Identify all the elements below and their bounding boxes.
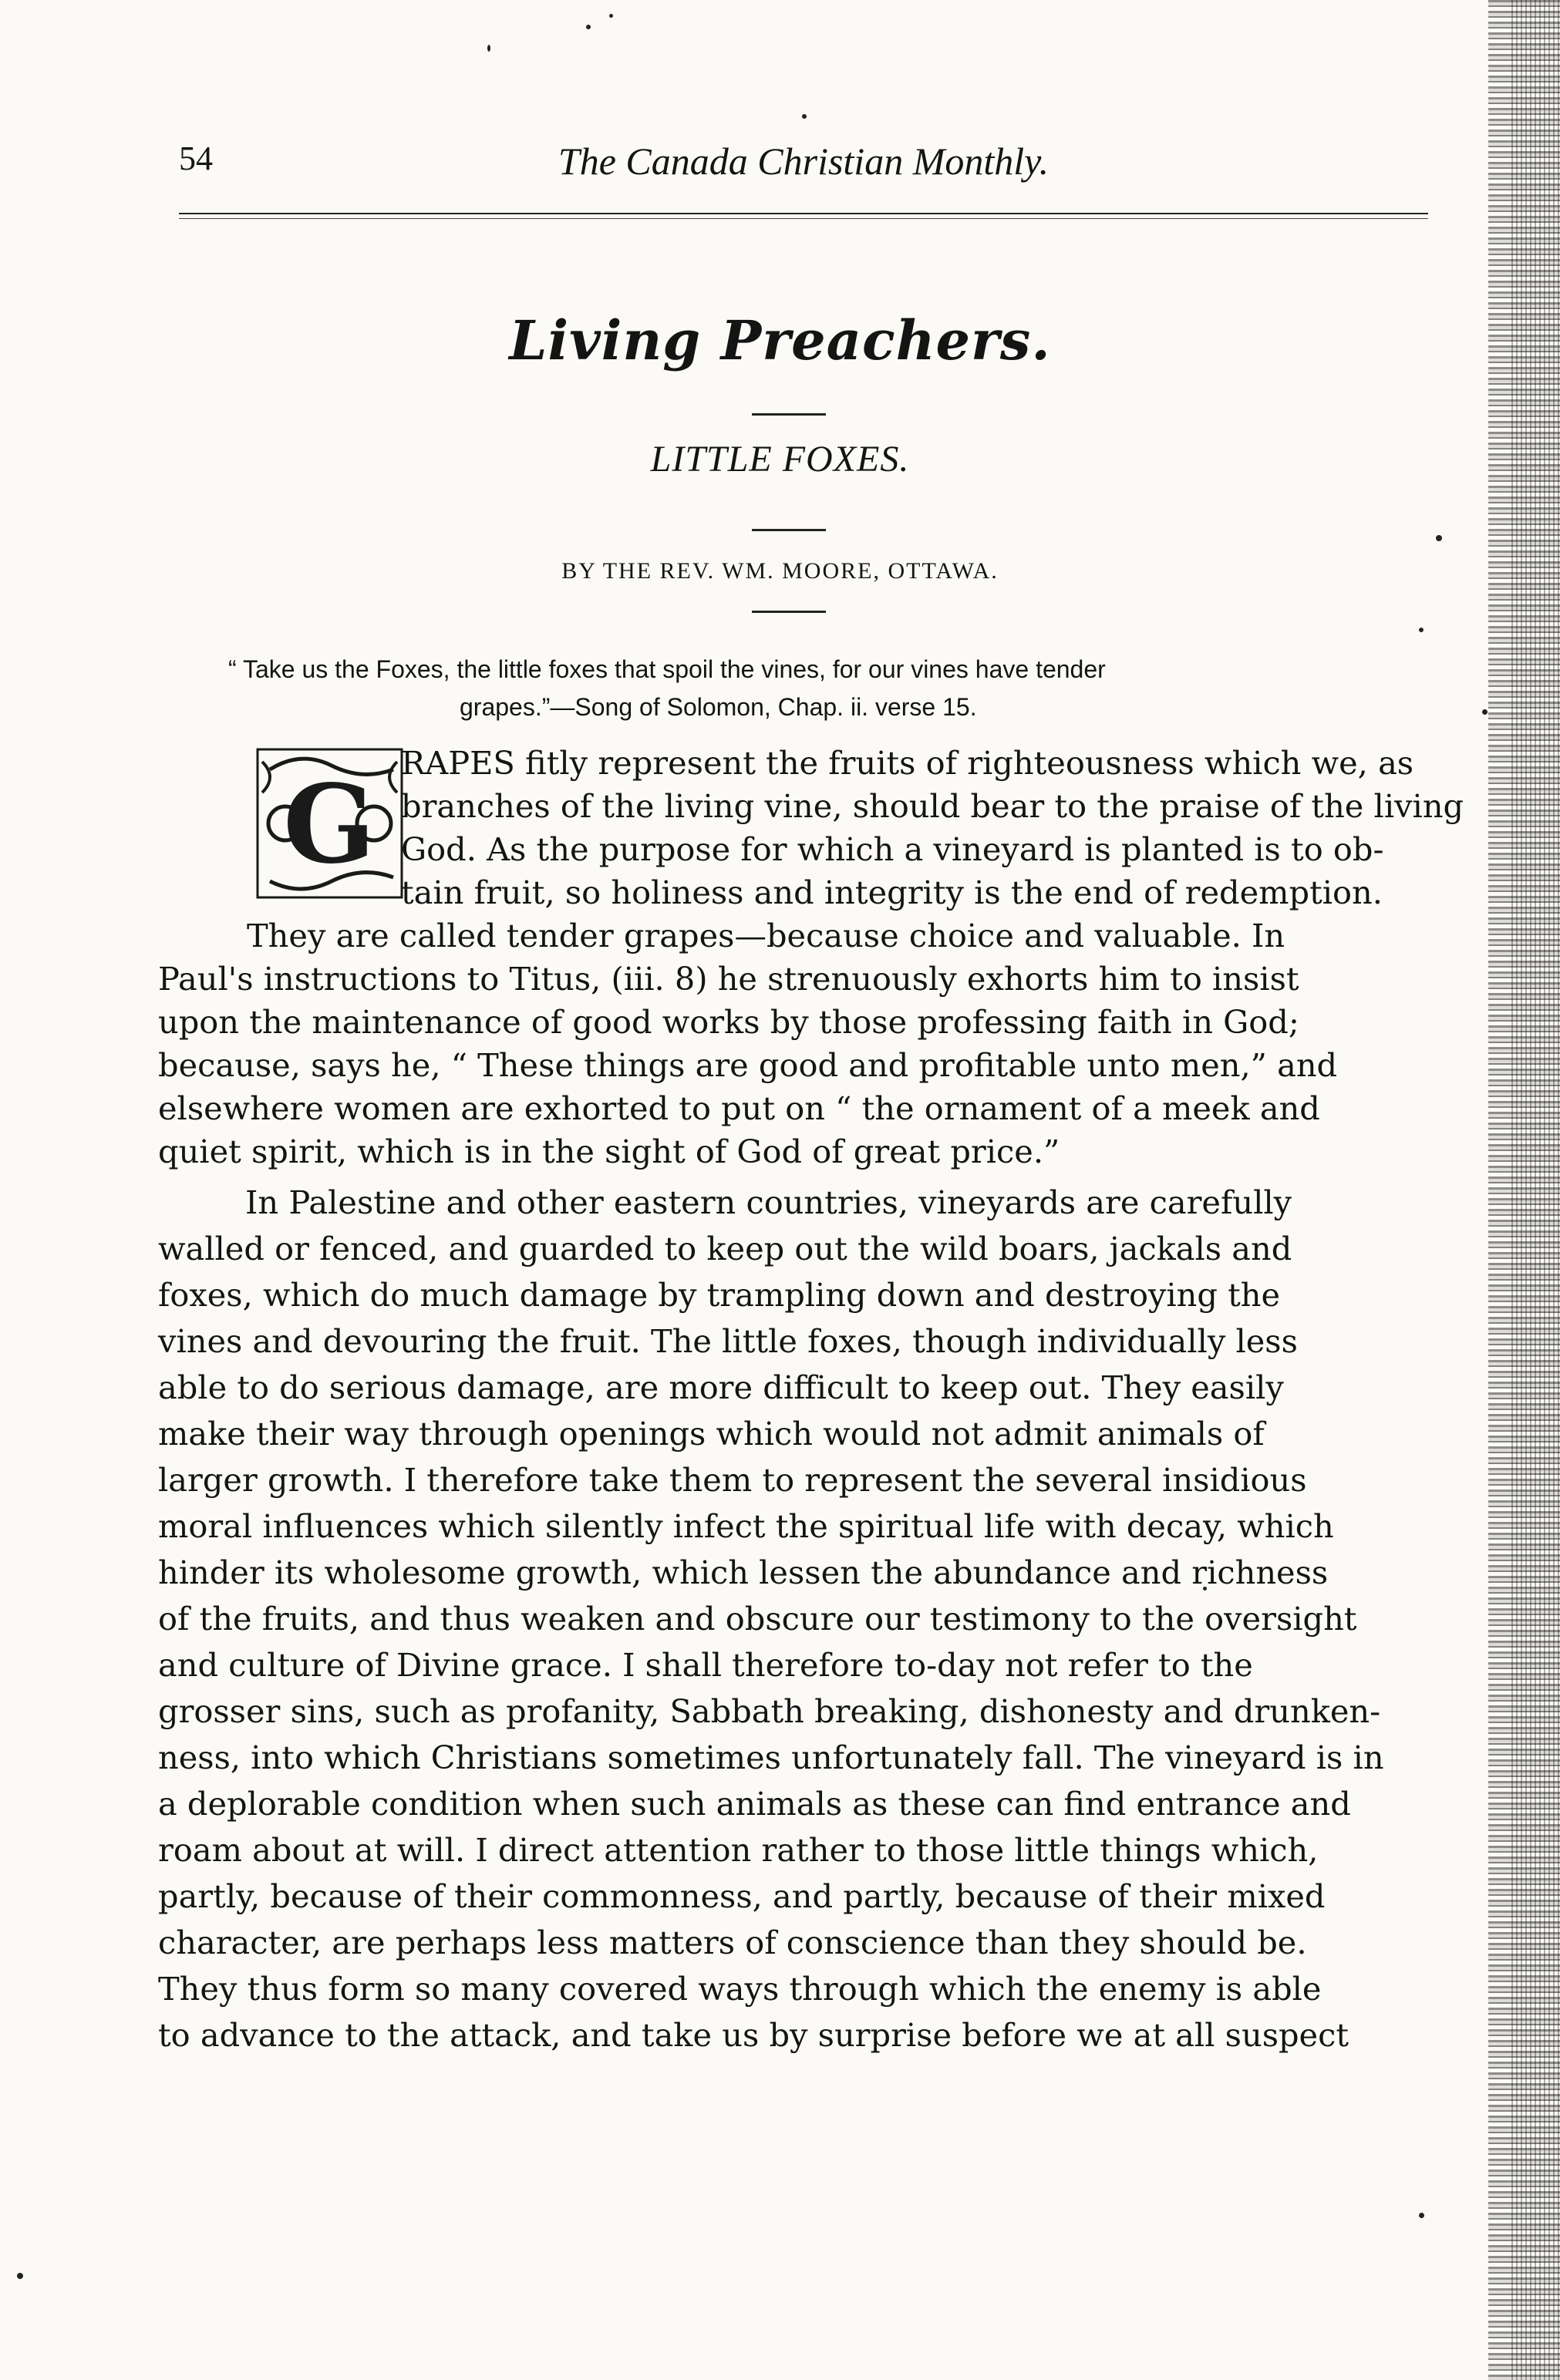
header-rule-thin [179, 218, 1428, 219]
body-line: hinder its wholesome growth, which lessen the abundance and richness [158, 1554, 1329, 1591]
body-line: God. As the purpose for which a vineyard is planted is to ob- [401, 830, 1384, 868]
byline-rule-top [752, 529, 826, 531]
body-line: quiet spirit, which is in the sight of God of great price.” [158, 1133, 1060, 1170]
body-line: ness, into which Christians sometimes unfortunately fall. The vineyard is in [158, 1739, 1384, 1776]
drop-cap-letter: G [283, 762, 376, 888]
header-rule [179, 213, 1428, 214]
body-line: of the fruits, and thus weaken and obscure our testimony to the oversight [158, 1600, 1357, 1638]
journal-title: The Canada Christian Monthly. [558, 140, 1050, 183]
body-line: vines and devouring the fruit. The little foxes, though individually less [158, 1322, 1298, 1360]
epigraph-line-2: grapes.”—Song of Solomon, Chap. ii. verse 15. [460, 693, 977, 721]
body-line: elsewhere women are exhorted to put on “ the ornament of a meek and [158, 1089, 1320, 1127]
body-line: tain fruit, so holiness and integrity is the end of redemption. [401, 874, 1383, 911]
ornamental-drop-cap [254, 746, 405, 900]
article-byline: BY THE REV. WM. MOORE, OTTAWA. [561, 558, 999, 584]
body-line: a deplorable condition when such animals as these can find entrance and [158, 1785, 1351, 1823]
body-line: roam about at will. I direct attention rather to those little things which, [158, 1831, 1319, 1869]
body-line: character, are perhaps less matters of conscience than they should be. [158, 1924, 1307, 1961]
epigraph [228, 651, 1462, 726]
body-line: moral influences which silently infect the spiritual life with decay, which [158, 1507, 1334, 1545]
body-line: branches of the living vine, should bear to the praise of the living [401, 787, 1464, 825]
body-line: because, says he, “ These things are good and profitable unto men,” and [158, 1046, 1338, 1084]
body-line: partly, because of their commonness, and partly, because of their mixed [158, 1877, 1326, 1915]
body-line: able to do serious damage, are more difficult to keep out. They easily [158, 1368, 1284, 1406]
body-line: foxes, which do much damage by trampling down and destroying the [158, 1276, 1281, 1314]
body-line: larger growth. I therefore take them to represent the several insidious [158, 1461, 1307, 1499]
body-line: RAPES fitly represent the fruits of righteousness which we, as [401, 744, 1414, 782]
page-number: 54 [179, 140, 213, 177]
body-line: In Palestine and other eastern countries, vineyards are carefully [245, 1183, 1292, 1221]
title-rule-top [752, 413, 826, 416]
body-line: upon the maintenance of good works by those professing faith in God; [158, 1003, 1299, 1041]
body-line: and culture of Divine grace. I shall therefore to-day not refer to the [158, 1646, 1253, 1684]
body-line: They thus form so many covered ways through which the enemy is able [158, 1970, 1322, 2008]
body-line: make their way through openings which would not admit animals of [158, 1415, 1265, 1453]
body-line: walled or fenced, and guarded to keep out the wild boars, jackals and [158, 1230, 1292, 1267]
article-title: LITTLE FOXES. [650, 439, 910, 480]
body-line: grosser sins, such as profanity, Sabbath breaking, dishonesty and drunken- [158, 1692, 1381, 1730]
section-heading: Living Preachers. [509, 308, 1051, 372]
body-line: They are called tender grapes—because choice and valuable. In [247, 917, 1285, 954]
running-head [179, 139, 1428, 193]
body-line: Paul's instructions to Titus, (iii. 8) he strenuously exhorts him to insist [158, 960, 1299, 998]
body-line: to advance to the attack, and take us by surprise before we at all suspect [158, 2016, 1349, 2054]
epigraph-line-1: “ Take us the Foxes, the little foxes that spoil the vines, for our vines have tender [228, 655, 1106, 683]
byline-rule-bottom [752, 611, 826, 613]
